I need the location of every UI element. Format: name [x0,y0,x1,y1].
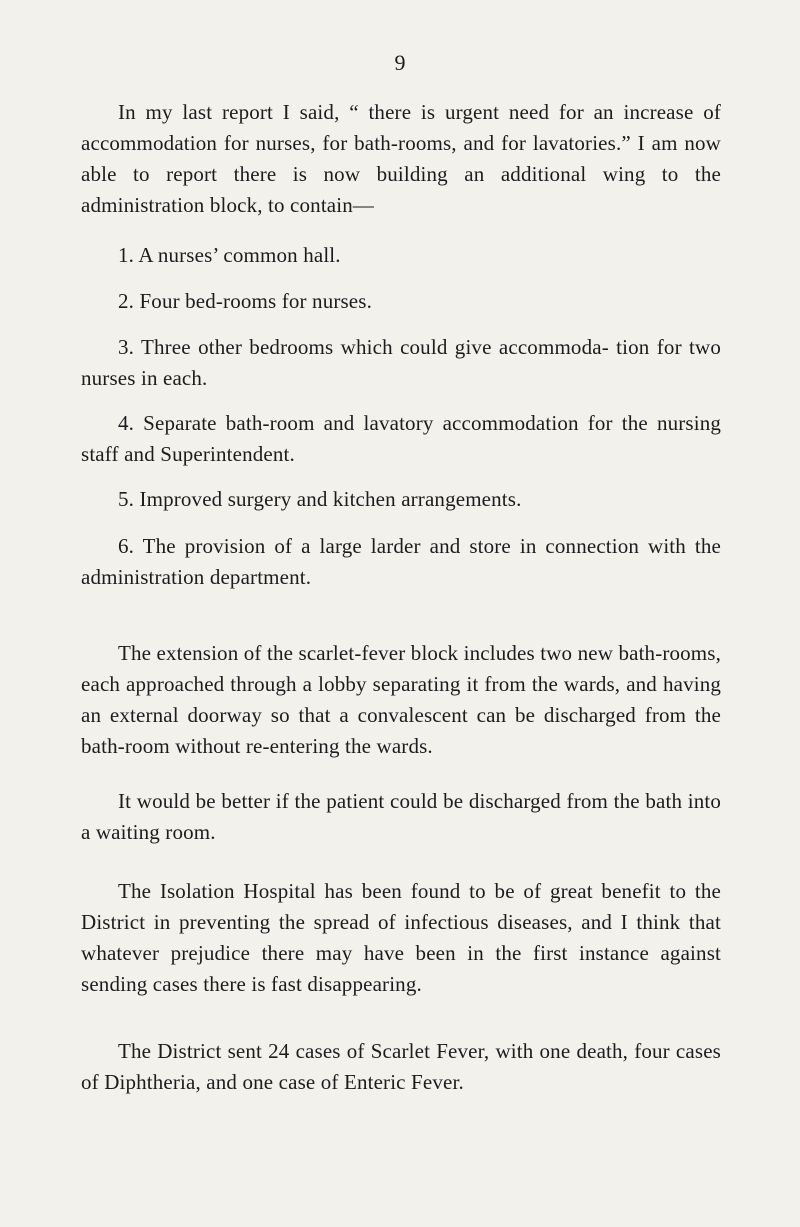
paragraph-text: It would be better if the patient could be discharged from the bath into a waiting room. [81,789,721,844]
paragraph-text: The Isolation Hospital has been found to be of great benefit to the District in preventing the spread of infectious diseases, and I think that whatever prejudice there may have been in the first instance against sending cases there is fast disappearing. [81,879,721,996]
list-number: 1. [118,243,135,267]
paragraph-waiting-room [81,786,721,848]
paragraph-district-cases [81,1036,721,1098]
list-number: 6. [118,534,135,558]
list-number: 5. [118,487,135,511]
list-item-4 [81,408,721,470]
list-text: A nurses’ common hall. [138,243,341,267]
list-number: 4. [118,411,135,435]
paragraph-text: The District sent 24 cases of Scarlet Fever, with one death, four cases of Diphtheria, and one case of Enteric Fever. [81,1039,721,1094]
list-number: 3. [118,335,135,359]
list-text: Improved surgery and kitchen arrangements. [139,487,522,511]
list-item-3 [81,332,721,394]
paragraph-text: The extension of the scarlet-fever block includes two new bath-rooms, each approached through a lobby separating it from the wards, and having an external doorway so that a convalescent can be discharged from the bath-room without re-entering the wards. [81,641,721,758]
list-text: Separate bath-room and lavatory accommodation for the nursing staff and Superintendent. [81,411,721,466]
list-text: Three other bedrooms which could give accommoda- tion for two nurses in each. [81,335,721,390]
list-item-1 [81,240,721,271]
list-item-6 [81,531,721,593]
list-item-5 [81,484,721,515]
paragraph-isolation-hospital [81,876,721,1000]
page-number: 9 [394,50,406,75]
intro-paragraph [81,97,721,221]
paragraph-scarlet-fever-block [81,638,721,762]
intro-text: In my last report I said, “ there is urgent need for an increase of accommodation for nurses, for bath-rooms, and for lavatories.” I am now able to report there is now building an additional wing to the administration block, to contain— [81,100,721,217]
list-text: The provision of a large larder and store in connection with the administration department. [81,534,721,589]
list-text: Four bed-rooms for nurses. [139,289,372,313]
list-item-2 [81,286,721,317]
list-number: 2. [118,289,135,313]
